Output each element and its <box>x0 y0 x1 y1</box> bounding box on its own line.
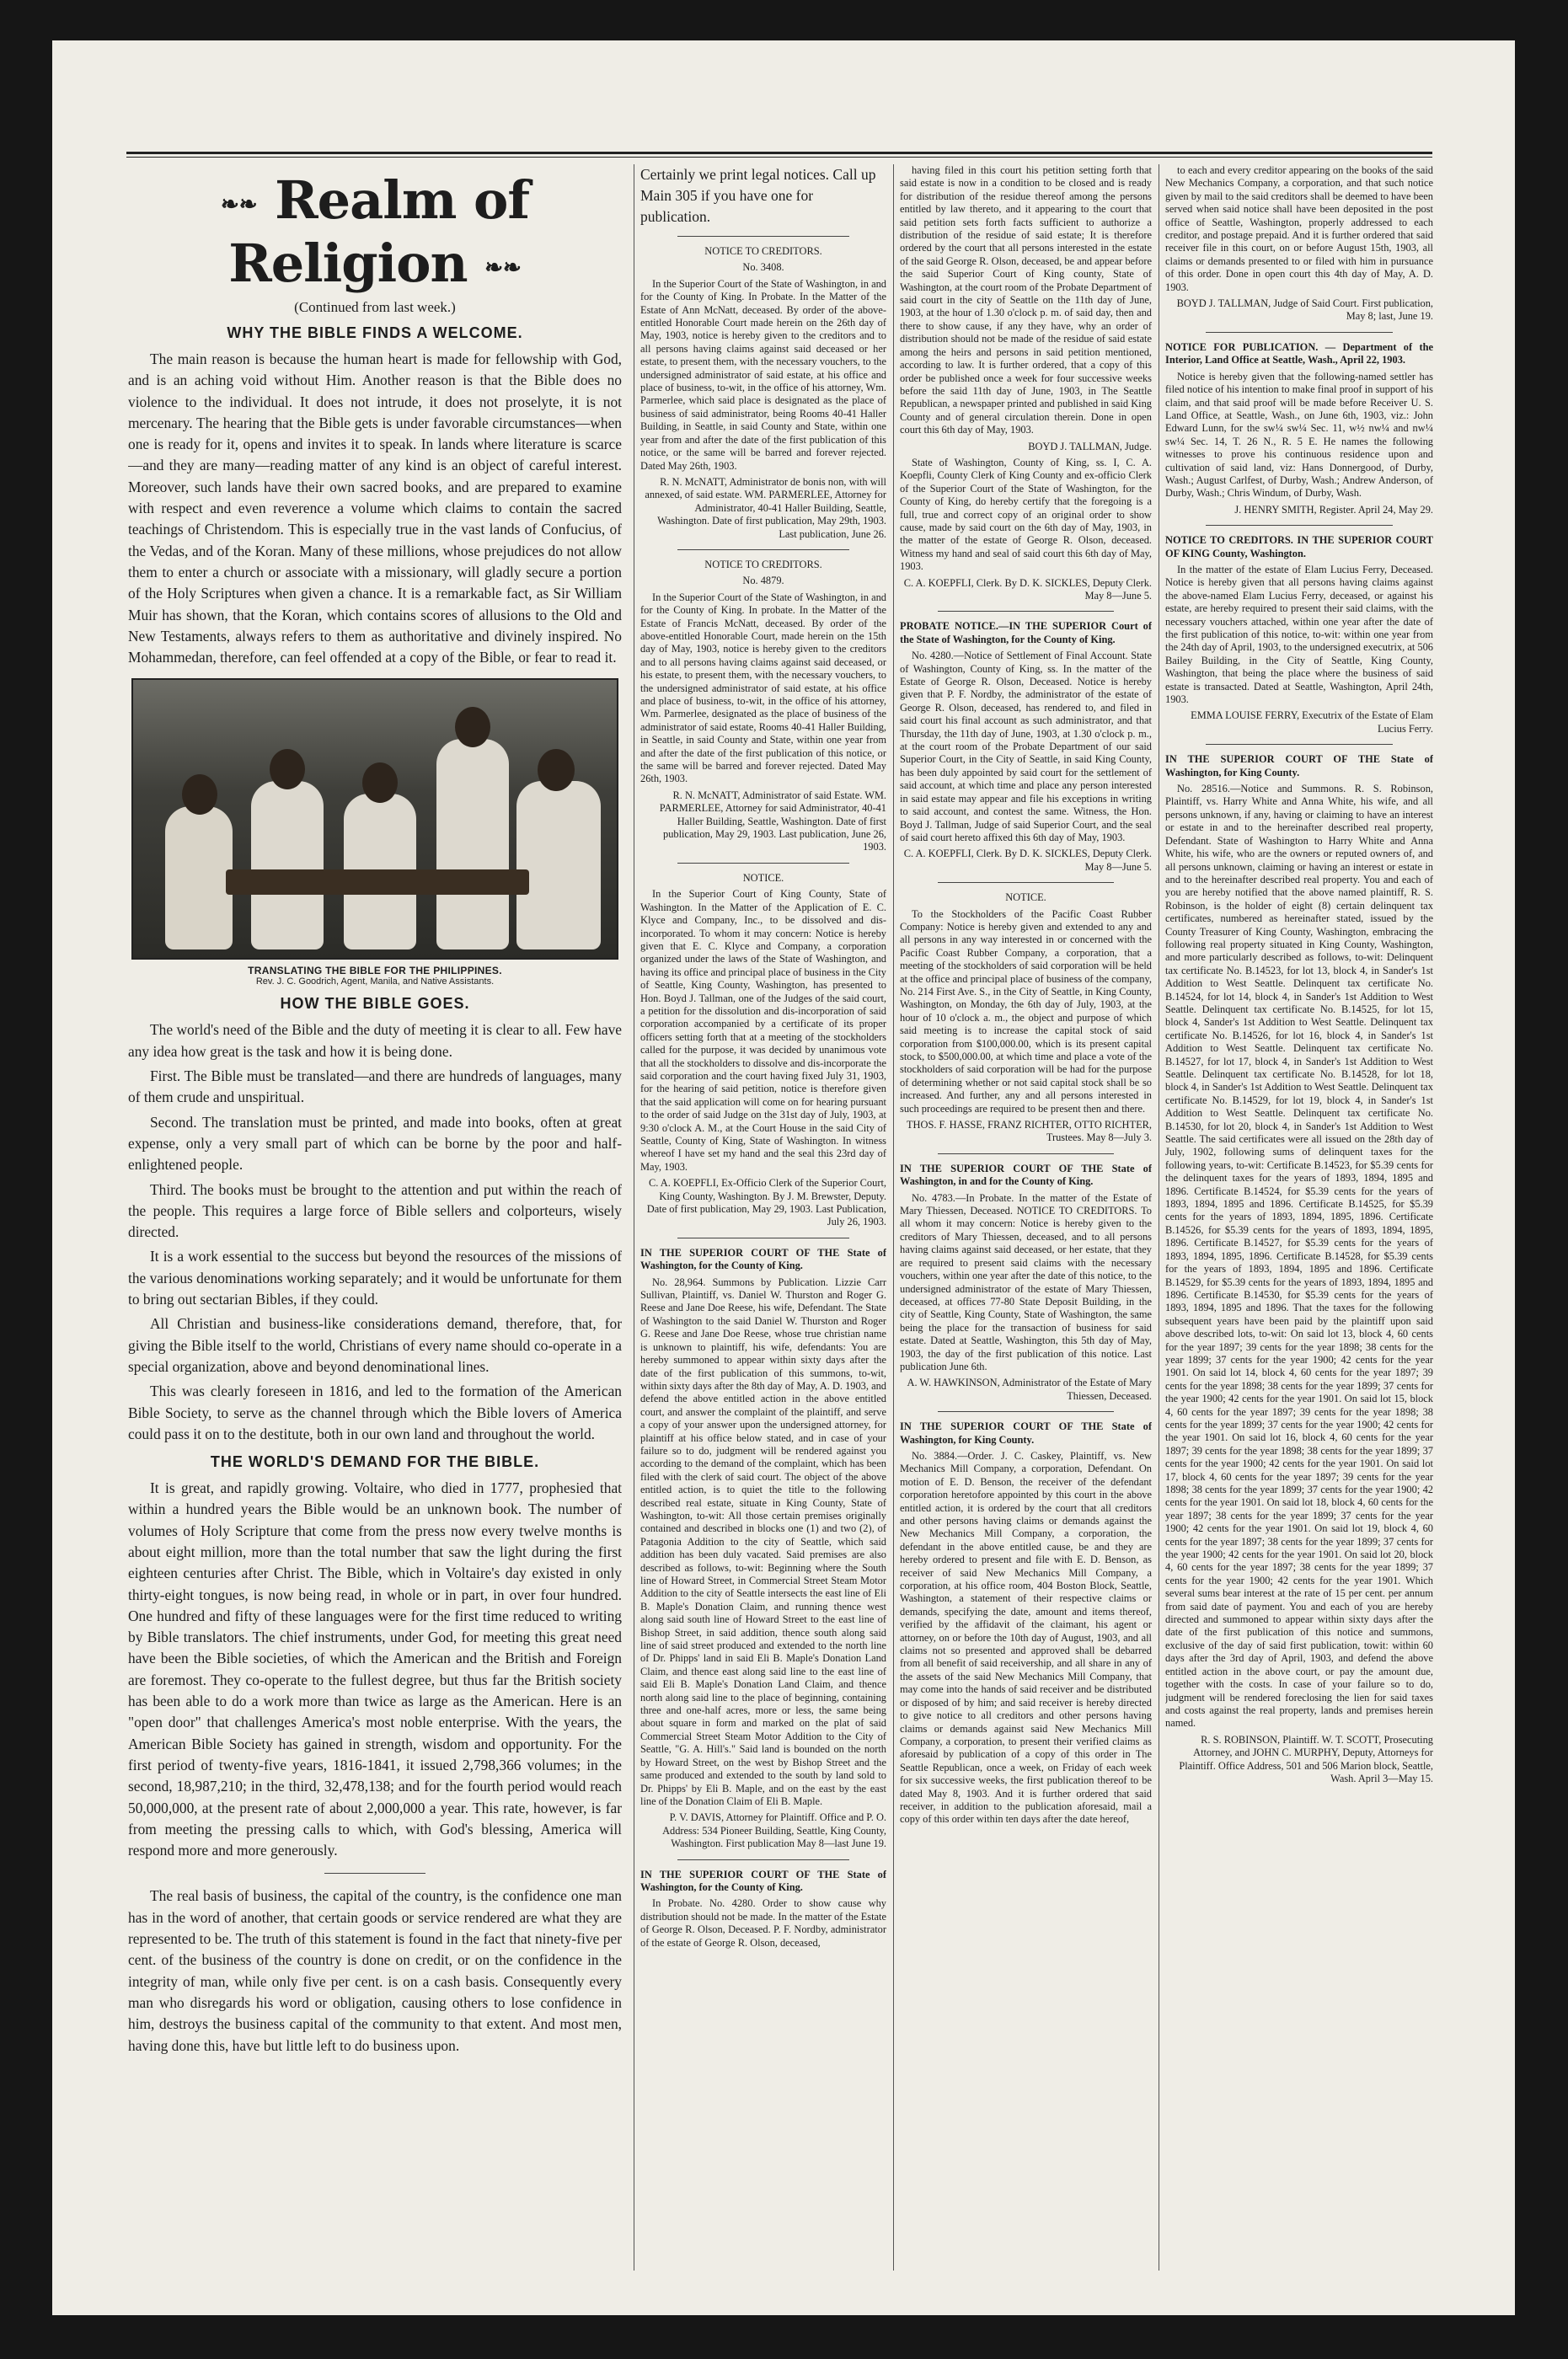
notice-signature: BOYD J. TALLMAN, Judge of Said Court. First publication, May 8; last, June 19. <box>1176 297 1433 323</box>
notice-text: No. 28516.—Notice and Summons. R. S. Robinson, Plaintiff, vs. Harry White and Anna White, his wife, and all persons unknown, if any, having or claiming to have an interest or estate in and to the hereinafter described real property, Defendant. State of Washington to Harry White and Anna White, his wife, who are the owners or reputed owners of, and all persons unknown, claiming or having an interest or estate in and to the hereinafter described real property. You and each of you are hereby notified that the above named plaintiff, R. S. Robinson, is the holder of eight (8) certain delinquent tax certificates, numbered as hereinafter stated, issued by the County Treasurer of King County, Washington, embracing the following real property situated in King County, Washington, and more particularly described as follows, to-wit: Delinquent tax certificate No. B.14523, for lot 13, block 4, in Sander's 1st Addition to West Seattle. Delinquent tax certificate No. B.14524, for lot 14, block 4, in Sander's 1st Addition to West Seattle. Delinquent tax certificate No. B.14525, for lot 15, block 4, Sander's 1st Addition to West Seattle. Delinquent tax certificate No. B.14526, for lot 16, block 4, in Sander's 1st Addition to West Seattle. Delinquent tax certificate No. B.14527, for lot 17, block 4, in Sander's 1st Addition to West Seattle. Delinquent tax certificate No. B.14528, for lot 18, block 4, in Sander's 1st Addition to West Seattle. Delinquent tax certificate No. B.14529, for lot 19, block 4, in Sander's 1st Addition to West Seattle. Delinquent tax certificate No. B.14530, for lot 20, block 4, in Sander's 1st Addition to West Seattle. The said certificates were all issued on the 28th day of July, 1902, following sums of delinquent taxes for the following years, to-wit: Certificate B.14523, for $5.39 cents for the delinquent taxes for the years of 1893, 1894, 1895 and 1896. Certificate B.14524, for $5.39 cents for the years of 1893, 1894, 1895 and 1896. Certificate B.14525, for $5.39 cents for the years of 1893, 1894, 1895, 1896. Certificate B.14526, for $5.39 cents for the years of 1893, 1894, 1895, 1896. Certificate B.14527, for $5.39 cents for the years of 1893, 1894, 1895, 1896. Certificate B.14528, for $5.39 cents for the years of 1893, 1894, 1895 and 1896. Certificate B.14529, for $5.39 cents for the years of 1893, 1894, 1895 and 1896. Certificate B.14530, for $5.39 cents for the years of 1893, 1894, 1895 and 1896. That the taxes for the following subsequent years have been paid by the plaintiff upon said above described lots, to-wit: On said lot 13, block 4, 60 cents for the year 1897; 39 cents for the year 1898; 38 cents for the year 1899; 37 cents for the year 1900; 42 cents for the year 1901. On said lot 14, block 4, 60 cents for the year 1897; 39 cents for the year 1898; 38 cents for the year 1899; 37 cents for the year 1900; 42 cents for the year 1901. On said lot 15, block 4, 60 cents for the year 1897; 39 cents for the year 1898; 38 cents for the year 1899; 37 cents for the year 1900; 42 cents for the year 1901. On said lot 16, block 4, 60 cents for the year 1897; 39 cents for the year 1898; 38 cents for the year 1899; 37 cents for the year 1900; 42 cents for the year 1901. On said lot 17, block 4, 60 cents for the year 1897; 39 cents for the year 1898; 38 cents for the year 1899; 37 cents for the year 1900; 42 cents for the year 1901. On said lot 18, block 4, 60 cents for the year 1897; 38 cents for the year 1899; 37 cents for the year 1900; 42 cents for the year 1901. On said lot 19, block 4, 60 cents for the year 1897; 38 cents for the year 1899; 37 cents for the year 1900; 42 cents for the year 1901. On said lot 20, block 4, 60 cents for the year 1897; 38 cents for the year 1899; 37 cents for the year 1900; 42 cents for the year 1901. Which several sums bear interest at the rate of 15 per cent. per annum from said date of payment. You and each of you are hereby directed and summoned to appear within sixty days after the date of the first publication of this notice and summons, exclusive of the day of said first publication, towit: within 60 days after the 3rd day of April, 1903, and defend the above entitled action in the above court, or pay the amount due, together with the costs. In case of your failure so to do, judgment will be rendered foreclosing the lien for said taxes and costs against the real property, lands and premises herein named. <box>1165 783 1433 1730</box>
notice-text: No. 28,964. Summons by Publication. Lizzie Carr Sullivan, Plaintiff, vs. Daniel W. Thurston and Roger G. Reese and Jane Doe Reese, his wife, Defendant. The State of Washington to the said Daniel W. Thurston and Roger G. Reese and Jane Doe Reese, whose true christian name is unknown to plaintiff, his wife, defendants: You are hereby summoned to appear within sixty days after the date of the first publication of this summons, to-wit, within sixty days after the 8th day of May, A. D. 1903, and defend the above entitled action in the above entitled court, and answer the complaint of the plaintiff, and serve a copy of your answer upon the undersigned attorney, for plaintiff at his office below stated, and in case of your failure so to do, judgment will be rendered against you according to the demand of the complaint, which has been filed with the clerk of said court. The object of the above entitled action, is to quiet the title to the following described real estate, situate in King County, State of Washington, to-wit: All those certain premises originally contained and described in blocks one (1) and two (2), of Patagonia Addition to the city of Seattle, which said addition has been duly vacated. Said premises are also described as follows, to-wit: Beginning where the South line of Howard Street, in Commercial Street Steam Motor Addition to the city of Seattle intersects the east line of Eli B. Maple's Donation Claim, and running thence west along said south line of Howard Street to the east line of Bishop Street, in said addition, thence south along said line of said street produced and extended to the north line of Dr. Phipps' land in said Eli B. Maple's Donation Land Claim, and thence east along said line to the east line of said Eli B. Maple's Donation Land Claim, and thence north along said line to the place of beginning, containing three and one-half acres, more or less, the same being about square in form and marked on the plat of said Commercial Street Steam Motor Addition to the City of Seattle, "G. A. Hill's." Said land is bounded on the north by Howard Street, on the west by Bishop Street and the same produced and extended to the south by land sold to Dr. Phipps' by Eli B. Maple, and on the east by the east line of the Donation Claim of Eli B. Maple. <box>640 1276 886 1807</box>
notice-text: No. 4280.—Notice of Settlement of Final Account. State of Washington, County of King, ss. In the matter of the Estate of George R. Olson, Deceased. Notice is hereby given that P. F. Nordby, the administrator of the estate of George R. Olson, deceased, has rendered to, and filed in said court his final account as such administrator, and that Thursday, the 11th day of June, 1903, at 1.30 o'clock p. m., at the court room of the Probate Department of our said Superior Court, in the City of Seattle, in said King County, has been duly appointed by said court for the settlement of said account, at which time and place any person interested in said estate may appear and file his exceptions in writing to said account, and contest the same. Witness, the Hon. Boyd J. Tallman, Judge of said Superior Court, and the seal of said court hereto affixed this 6th day of May, 1903. <box>900 650 1152 843</box>
notice-signature: R. N. McNATT, Administrator of said Estate. WM. PARMERLEE, Attorney for said Administrator, 40-41 Haller Building, Seattle, Washington. Date of first publication, May 29, 1903. Last publication, June 26, 1903. <box>659 789 886 853</box>
notice-signature: BOYD J. TALLMAN, Judge. <box>1028 440 1152 452</box>
paragraph: The real basis of business, the capital of the country, is the confidence one man has in the word of another, that certain goods or service rendered are what they are represented to be. The truth of this statement is found in the fact that ninety-five per cent. of the business of the country is done on credit, or on the confidence in the integrity of man, while only five per cent. is on a cash basis. Consequently every man who disregards his word or obligation, causing others to lose confidence in him, destroys the business capital of the community to that extent. And most men, having done this, have but little left to do business upon. <box>128 1887 622 2054</box>
notice-heading: PROBATE NOTICE.—IN THE SUPERIOR Court of the State of Washington, for the County of King. <box>900 620 1152 645</box>
notice-text: In the matter of the estate of Elam Lucius Ferry, Deceased. Notice is hereby given that all persons having claims against the above-named Elam Lucius Ferry, deceased, or against his estate, are hereby required to present their said claims, with the necessary vouchers attached, within one year after the date of the first publication of this notice, to-wit: within one year from the 24th day of April, 1903, to the undersigned executrix, at 506 Bailey Building, in the City of Seattle, King County, Washington, that being the place where the business of said estate is transacted. Dated at Seattle, Washington, April 24th, 1903. <box>1165 563 1433 706</box>
notice-heading: IN THE SUPERIOR COURT OF THE State of Washington, for the County of King. <box>640 1246 886 1272</box>
article-body <box>128 349 622 668</box>
divider <box>938 611 1114 612</box>
divider <box>938 1153 1114 1154</box>
notice-text: to each and every creditor appearing on the books of the said New Mechanics Company, a corporation, and that such notice given by mail to the said creditors shall be deemed to have been served when said notice shall have been deposited in the post office of Seattle, Washington, properly addressed to each creditor, and postage prepaid. And it is further ordered that said receiver file in this court, on or before August 15th, 1903, all claims or demands presented to or filed with him in pursuance of this order. Done in open court this 4th day of May, A. D. 1903. <box>1165 164 1433 293</box>
notice-text: having filed in this court his petition setting forth that said estate is now in a condition to be closed and is ready for distribution of the residue thereof among the persons entitled by law thereto, and it appearing to the court that said petition sets forth facts sufficient to authorize a distribution of the residue of said estate; It is therefore ordered by the court that all persons interested in the estate of the said George R. Olson, deceased, be and appear before the said Superior Court of King county, State of Washington, at the court room of the Probate Department of said court in the city of Seattle on the 11th day of June, 1903, at the hour of 1.30 o'clock p. m. of said day, then and there to show cause, if any they have, why an order of distribution should not be made of the residue of said estate among the heirs and persons in said petition mentioned, according to law. It is further ordered, that a copy of this order be published once a week for four successive weeks before the said 11th day of June, 1903, in The Seattle Republican, a newspaper printed and published in said King County and of general circulation therein. Done in open court this 6th day of May, 1903. <box>900 164 1152 436</box>
photo-credit: Rev. J. C. Goodrich, Agent, Manila, and Native Assistants. <box>255 976 495 987</box>
notice-number: No. 3408. <box>742 261 784 274</box>
legal-notices-column-2 <box>900 164 1152 2304</box>
divider <box>677 236 849 237</box>
notice-heading: IN THE SUPERIOR COURT OF THE State of Washington, for the County of King. <box>640 1868 886 1893</box>
masthead <box>128 171 622 297</box>
divider <box>938 1411 1114 1412</box>
notice-signature: C. A. KOEPFLI, Ex-Officio Clerk of the Superior Court, King County, Washington. By J. M. Brewster, Deputy. Date of first publication, May 29, 1903. Last Publication, July 26, 1903. <box>646 1177 886 1228</box>
notice-heading: IN THE SUPERIOR COURT OF THE State of Washington, in and for the County of King. <box>900 1162 1152 1188</box>
notice-number: No. 4879. <box>742 575 784 587</box>
paragraph: This was clearly foreseen in 1816, and led to the formation of the American Bible Society, to serve as the channel through which the Bible lovers of America could pass it on to the destitute, both in our own land and throughout the world. <box>128 1383 622 1442</box>
notice-text: Notice is hereby given that the following-named settler has filed notice of his intention to make final proof in support of his claim, and that said proof will be made before Receiver U. S. Land Office, at Seattle, Wash., on June 6th, 1903, viz.: John Edward Lunn, for the sw¼ sw¼ Sec. 11, w½ nw¼ and nw¼ sw¼ Sec. 14, T. 26 N., R. 5 E. He names the following witnesses to prove his continuous residence upon and cultivation of said land, viz: Hans Donnergood, of Durby, Wash.; August Carlfest, of Durby, Wash.; Andrew Anderson, of Durby, Wash.; Chris Windum, of Durby, Wash. <box>1165 370 1433 500</box>
publication-notice: Certainly we print legal notices. Call up Main 305 if you have one for publication. <box>640 166 876 225</box>
notice-signature: P. V. DAVIS, Attorney for Plaintiff. Office and P. O. Address: 534 Pioneer Building, Seattle, King County, Washington. First publication May 8—last June 19. <box>662 1811 886 1850</box>
notice-signature: C. A. KOEPFLI, Clerk. By D. K. SICKLES, Deputy Clerk. May 8—June 5. <box>903 576 1152 602</box>
divider <box>1206 332 1394 333</box>
column-divider <box>893 164 894 2271</box>
article-body <box>128 1886 622 2056</box>
religion-column <box>128 164 622 2304</box>
photo-figure <box>251 781 324 949</box>
paragraph: The main reason is because the human heart is made for fellowship with God, and is an aching void without Him. Another reason is that the Bible does no violence to the individual. It does not intrude, it does not proselyte, it is not mercenary. The hearing that the Bible gets is under favorable circumstances—when one is ready for it, opens and invites it to speak. In lands where literature is scarce—and they are many—reading matter of any kind is an object of careful interest. Moreover, such lands have their own sacred books, and are prepared to examine with respect and even reverence a volume which claims to contain the sacred teachings of Christendom. This is especially true in the vast lands of Confucius, of the Vedas, and of the Koran. Many of these millions, whose prejudices do not allow them to enter a church or associate with a missionary, will gladly secure a portion of the Holy Scriptures when given a chance. It is a remarkable fact, as Sir William Muir has shown, that the Koran, which contains scores of allusions to the Old and New Testaments, always refers to them as authoritative and divinely inspired. No Mohammedan, therefore, can feel offended at a copy of the Bible, or fear to read it. <box>128 350 622 666</box>
notice-text: To the Stockholders of the Pacific Coast Rubber Company: Notice is hereby given and extended to any and all persons in any way interested in or concerned with the Pacific Coast Rubber Company, a corporation, that a meeting of the stockholders of said corporation will be held at the office and principal place of business of the company, No. 214 First Ave. S., in the City of Seattle, in King County, Washington, on Monday, the 6th day of July, 1903, at the hour of 10 o'clock a. m., the object and purpose of which said meeting is to increase the capital stock of said corporation from $100,000.00, which is its present capital stock, to $500,000.00, at which time and place a vote of the stockholders of said corporation will be had for the purpose of determining whether or not said capital stock shall be so increased. And further, any and all persons interested in such proceedings are required to be present then and there. <box>900 907 1152 1115</box>
notice-signature: C. A. KOEPFLI, Clerk. By D. K. SICKLES, Deputy Clerk. May 8—June 5. <box>903 848 1152 873</box>
notice-text: No. 4783.—In Probate. In the matter of the Estate of Mary Thiessen, Deceased. NOTICE TO CREDITORS. To all whom it may concern: Notice is hereby given to the creditors of Mary Thiessen, deceased, and to all persons having claims against said deceased, or her estate, that they are required to present said claims with the necessary vouchers, within one year after the date of this notice, to the undersigned administrator of the estate of Mary Thiessen, deceased, at offices 77-80 State Deposit Building, in the city of Seattle, King County, State of Washington, the same being the place for the transaction of business for said estate. Dated at Seattle, Washington, this 5th day of May, 1903, the day of the first publication of this notice. Last publication June 6th. <box>900 1191 1152 1372</box>
notice-heading: IN THE SUPERIOR COURT OF THE State of Washington, for King County. <box>1165 753 1433 778</box>
paragraph: Second. The translation must be printed, and made into books, often at great expense, only a very small part of which can be borne by the poor and half-enlightened people. <box>128 1113 622 1174</box>
divider <box>938 882 1114 883</box>
masthead-title: Realm of Religion <box>228 169 530 294</box>
paragraph: All Christian and business-like considerations demand, therefore, that, for giving the Bible itself to the world, Christians of every name should co-operate in a special organization, above and beyond denominational lines. <box>128 1315 622 1375</box>
divider <box>1206 744 1394 745</box>
paragraph: Third. The books must be brought to the attention and put within the reach of the people. This requires a large force of Bible sellers and colporteurs, wisely directed. <box>128 1180 622 1241</box>
article-body <box>128 1478 622 1861</box>
paragraph: The world's need of the Bible and the duty of meeting it is clear to all. Few have any idea how great is the task and how it is being done. <box>128 1021 622 1060</box>
notice-text: No. 3884.—Order. J. C. Caskey, Plaintiff, vs. New Mechanics Mill Company, a corporation, Defendant. On motion of E. D. Benson, the receiver of the defendant corporation heretofore appointed by this court in the above entitled action, it is ordered by the court that all creditors and other persons having claims or demands against the New Mechanics Mill Company, a corporation, the defendant in the above entitled cause, be and they are hereby ordered to present and file with E. D. Benson, as receiver of said New Mechanics Mill Company, a corporation, at his office room, 404 Boston Block, Seattle, Washington, a statement of their respective claims or demands, specifying the date, amount and items thereof, verified by the affidavit of the claimant, his agent or attorney, on or before the 10th day of August, 1903, and all claims not so presented and approved shall be debarred from all benefit of said receivership, and all share in any of the assets of the said New Mechanics Mill Company, that may come into the hands of said receiver and be distributed or disposed of by him; and said receiver is hereby directed to give notice to all creditors and other persons having claims or demands against said New Mechanics Mill Company, a corporation, to present their verified claims as aforesaid by publication of a copy of this order in The Seattle Republican, once a week, on Friday of each week for six successive weeks, the first publication thereof to be dated May 8, 1903. And it is further ordered that said receiver, in addition to the publication aforesaid, mail a copy of this order within ten days after the date hereof, <box>900 1449 1152 1826</box>
article-body <box>128 1019 622 1445</box>
divider <box>677 863 849 864</box>
notice-text: In the Superior Court of the State of Washington, in and for the County of King. In Probate. In the Matter of the Estate of Ann McNatt, deceased. By order of the above-entitled Honorable Court made herein on the 26th day of May, 1903, notice is hereby given to the creditors and to all persons having claims against said deceased or her estate, to present them, with the necessary vouchers, to the undersigned administrator of said estate, at his office and place of business, to-wit, in the office of his attorney, Wm. Parmerlee, which said place is designated as the place of business of said administrator, being Rooms 40-41 Haller Building, in Seattle, in said County and State, within one year from and after the date of the first publication of this notice, or the same will be barred and forever rejected. Dated May 26th, 1903. <box>640 277 886 472</box>
photo-caption: TRANSLATING THE BIBLE FOR THE PHILIPPINES. <box>248 965 502 977</box>
section-heading: THE WORLD'S DEMAND FOR THE BIBLE. <box>210 1453 540 1471</box>
section-heading: WHY THE BIBLE FINDS A WELCOME. <box>227 324 523 341</box>
notice-heading: NOTICE. <box>1005 891 1046 904</box>
photo-table <box>226 869 529 895</box>
notice-signature: A. W. HAWKINSON, Administrator of the Estate of Mary Thiessen, Deceased. <box>907 1377 1152 1402</box>
divider <box>677 1859 849 1860</box>
notice-signature: EMMA LOUISE FERRY, Executrix of the Estate of Elam Lucius Ferry. <box>1191 709 1433 735</box>
paragraph: It is great, and rapidly growing. Voltaire, who died in 1777, prophesied that within a hundred years the Bible would be an unknown book. The number of volumes of Holy Scripture that come from the press now every twelve months is about eight million, more than the total number that saw the light during the first eighteen centuries after Christ. The Bible, which in Voltaire's day existed in only thirty-eight tongues, is now being read, in whole or in part, in over four hundred. One hundred and fifty of these languages were for the first time reduced to writing by Bible translators. The chief instruments, under God, for meeting this great need have been the Bible societies, of which the American and the British and Foreign are foremost. They co-operate to the fullest degree, but thus far the British society has been able to do a work more than twice as large as the American. Here is an "open door" that challenges America's most noble enterprise. With the years, the American Bible Society has gained in strength, wisdom and opportunity. For the first period of twenty-five years, 1816-1841, it issued 2,798,366 volumes; in the second, 18,987,210; in the third, 32,478,138; and for the fourth period would reach 50,000,000, at the present rate of about 2,000,000 a year. This rate, however, is far from meeting the pressing calls to which, with God's blessing, America will respond more and more generously. <box>128 1479 622 1859</box>
bible-translation-photo <box>131 678 618 960</box>
notice-heading: NOTICE. <box>742 871 784 884</box>
notice-text: State of Washington, County of King, ss. I, C. A. Koepfli, County Clerk of King County and ex-officio Clerk of the Superior Court of the State of Washington, for the County of King, do hereby certify that the foregoing is a full, true and correct copy of an original order to show cause, made by said court on the 6th day of May, 1903, in the matter of the estate of George R. Olson, deceased. Witness my hand and seal of said court this 6th day of May, 1903. <box>900 456 1152 573</box>
notice-text: In the Superior Court of King County, State of Washington. In the Matter of the Application of E. C. Klyce and Company, Inc., to be dissolved and dis-incorporated. To whom it may concern: Notice is hereby given that E. C. Klyce and Company, a corporation organized under the laws of the State of Washington, and having its office and principal place of business in the City of Seattle, King County, Washington, has presented to Hon. Boyd J. Tallman, one of the Judges of the said court, a petition for the dissolution and dis-incorporation of said corporation accompanied by a certificate of its proper officers setting forth that at a meeting of the stockholders called for the purpose, it was decided by unanimous vote that all the stockholders to dissolve and dis-incorporate the said corporation and the court having fixed July 31, 1903, for the hearing of said petition, notice is therefore given that the said application will come on for hearing pursuant to the order of said Judge on the 31st day of July, 1903, at 9:30 o'clock A. M., at the Court House in the said City of Seattle, County of King, State of Washington. In witness whereof I have set my hand and the seal this 23rd day of May, 1903. <box>640 888 886 1173</box>
paragraph: First. The Bible must be translated—and there are hundreds of languages, many of them crude and unspiritual. <box>128 1067 622 1106</box>
photo-figure <box>436 739 509 949</box>
notice-heading: NOTICE TO CREDITORS. IN THE SUPERIOR COURT OF KING County, Washington. <box>1165 534 1433 559</box>
paragraph: It is a work essential to the success but beyond the resources of the missions of the various denominations working separately; and it would be unfortunate for them to bring out sectarian Bibles, if they could. <box>128 1248 622 1308</box>
notice-text: In Probate. No. 4280. Order to show cause why distribution should not be made. In the matter of the Estate of George R. Olson, Deceased. P. F. Nordby, administrator of the estate of George R. Olson, deceased, <box>640 1897 886 1949</box>
divider <box>677 549 849 550</box>
notice-signature: R. N. McNATT, Administrator de bonis non, with will annexed, of said estate. WM. PARMERLEE, Attorney for Administrator, 40-41 Haller Building, Seattle, Washington. Date of first publication, May 29th, 1903. Last publication, June 26. <box>645 475 886 540</box>
divider <box>324 1873 425 1874</box>
continued-note: (Continued from last week.) <box>294 299 456 315</box>
notice-signature: J. HENRY SMITH, Register. April 24, May 29. <box>1234 503 1433 516</box>
photo-figure <box>516 781 601 949</box>
legal-notices-column-1 <box>640 164 886 2304</box>
section-heading: HOW THE BIBLE GOES. <box>280 995 470 1013</box>
header-rule <box>126 152 1432 154</box>
notice-heading: NOTICE FOR PUBLICATION. — Department of the Interior, Land Office at Seattle, Wash., April 22, 1903. <box>1165 340 1433 366</box>
notice-heading: NOTICE TO CREDITORS. <box>704 558 822 570</box>
header-rule-thin <box>126 157 1432 158</box>
legal-notices-column-3 <box>1165 164 1433 2304</box>
notice-text: In the Superior Court of the State of Washington, in and for the County of King. In probate. In the Matter of the Estate of Francis McNatt, deceased. By order of the above-entitled Honorable Court, made herein on the 15th day of May, 1903, notice is hereby given to the creditors and to all persons having claims against said deceased, or his estate, to present them, with the necessary vouchers, to the undersigned administrator of said estate, at his office and place of business, to-wit, in the office of his attorney, Wm. Parmerlee, designated as the place of business of the administrator of said estate, Rooms 40-41 Haller Building, in Seattle, in said County and State, within one year from and after the date of the first publication of this notice, or the same will be barred and forever rejected. Dated May 26th, 1903. <box>640 591 886 785</box>
notice-signature: R. S. ROBINSON, Plaintiff. W. T. SCOTT, Prosecuting Attorney, and JOHN C. MURPHY, Deputy, Attorneys for Plaintiff. Office Address, 501 and 506 Marion block, Seattle, Wash. April 3—May 15. <box>1179 1733 1433 1784</box>
ornament-icon: ❧❧ <box>220 192 258 217</box>
ornament-icon: ❧❧ <box>484 255 522 281</box>
divider <box>1206 525 1394 526</box>
photo-figure <box>165 806 233 949</box>
notice-heading: NOTICE TO CREDITORS. <box>704 245 822 257</box>
notice-signature: THOS. F. HASSE, FRANZ RICHTER, OTTO RICHTER, Trustees. May 8—July 3. <box>906 1119 1152 1144</box>
notice-heading: IN THE SUPERIOR COURT OF THE State of Washington, for King County. <box>900 1420 1152 1446</box>
